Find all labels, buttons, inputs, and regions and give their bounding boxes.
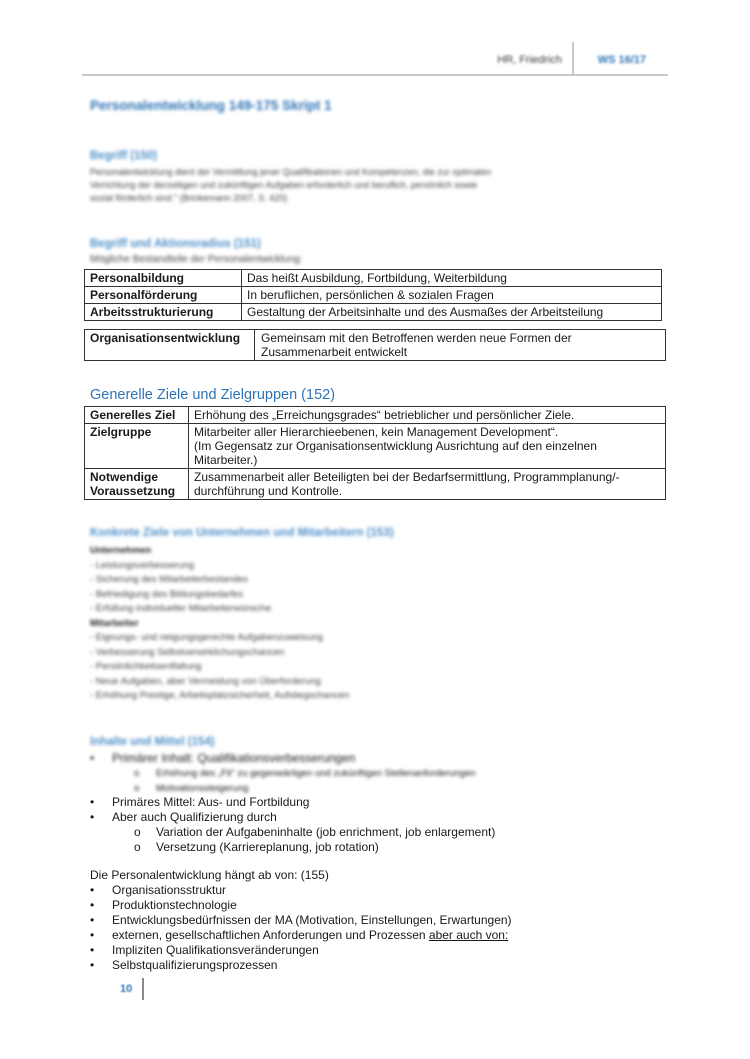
contents-list: [90, 751, 355, 766]
list-item: [90, 883, 512, 898]
page-number: 10: [120, 983, 133, 995]
dependency-intro: Die Personalentwicklung hängt ab von: (155): [90, 868, 329, 882]
para-line: Verrichtung der derzeitigen und zukünftigen Aufgaben erforderlich und beruflich, persönlich sowie: [90, 180, 478, 190]
list-item: - Erfüllung individueller Mitarbeiterwünsche: [90, 603, 272, 614]
table-value: [255, 330, 666, 361]
cell-line: (Im Gegensatz zur Organisationsentwicklung Ausrichtung auf den einzelnen: [194, 439, 597, 453]
list-item: [90, 840, 495, 855]
components-table: [84, 269, 662, 321]
cell-line: Mitarbeiter.): [194, 453, 258, 467]
cell-line: Notwendige: [90, 470, 158, 484]
table-row: [85, 287, 662, 304]
cell-line: Zusammenarbeit aller Beteiligten bei der Bedarfsermittlung, Programmplanung/-: [194, 470, 620, 484]
list-item-label: externen, gesellschaftlichen Anforderungen und Prozessen: [112, 928, 426, 942]
bullet-icon: •: [90, 958, 95, 972]
list-item: [90, 795, 309, 810]
circle-bullet-icon: o: [134, 783, 140, 794]
footer-divider: [142, 978, 144, 1000]
section-heading-aktionsradius: Begriff und Aktionsradius (151): [90, 238, 261, 250]
table-key: Personalförderung: [85, 287, 242, 304]
bullet-icon: •: [90, 883, 95, 897]
section-intro: Mögliche Bestandteile der Personalentwicklung:: [90, 254, 303, 265]
circle-bullet-icon: o: [134, 840, 141, 854]
table-value: Gestaltung der Arbeitsinhalte und des Ausmaßes der Arbeitsteilung: [242, 304, 662, 321]
bullet-icon: •: [90, 795, 95, 809]
list-item-label: Versetzung (Karriereplanung, job rotation): [156, 840, 379, 854]
section-heading-inhalte: Inhalte und Mittel (154): [90, 736, 215, 748]
cell-line: Zusammenarbeit entwickelt: [261, 345, 408, 359]
list-item-label: Organisationsstruktur: [112, 883, 227, 897]
table-row: [85, 304, 662, 321]
list-item: [90, 825, 495, 840]
document-title: Personalentwicklung 149-175 Skript 1: [90, 98, 332, 113]
list-item: [90, 958, 512, 973]
list-item: - Leistungsverbesserung: [90, 559, 195, 571]
section-heading-konkrete-ziele: Konkrete Ziele von Unternehmen und Mitarbeitern (153): [90, 527, 394, 539]
cell-line: durchführung und Kontrolle.: [194, 484, 343, 498]
concrete-goals-list: [90, 544, 349, 704]
section-heading-ziele: Generelle Ziele und Zielgruppen (152): [90, 387, 336, 403]
bullet-icon: •: [90, 898, 95, 912]
list-item-label: Produktionstechnologie: [112, 898, 237, 912]
table-row: [85, 407, 666, 424]
header-author: HR, Friedrich: [497, 54, 562, 66]
circle-bullet-icon: o: [134, 768, 140, 779]
list-item-label: Erhöhung des „Fit“ zu gegenwärtigen und zukünftigen Stellenanforderungen: [156, 768, 476, 779]
list-item: [90, 810, 309, 825]
org-development-table: [84, 329, 666, 361]
table-key: Generelles Ziel: [85, 407, 189, 424]
bullet-icon: •: [90, 943, 95, 957]
list-item: [90, 751, 355, 766]
underlined-text: aber auch von:: [428, 928, 509, 942]
page-header: [82, 42, 668, 76]
cell-line: Gemeinsam mit den Betroffenen werden neue Formen der: [261, 331, 572, 345]
list-item: [90, 781, 476, 796]
list-item: [90, 943, 512, 958]
means-list: [90, 795, 309, 825]
definition-paragraph: [90, 166, 670, 205]
list-item-label: Aber auch Qualifizierung durch: [112, 810, 277, 824]
list-item-label: Primärer Inhalt: Qualifikationsverbesserungen: [112, 751, 356, 765]
list-item: - Neue Aufgaben, aber Vermeidung von Überforderung: [90, 675, 321, 687]
list-item-label: Entwicklungsbedürfnissen der MA (Motivation, Einstellungen, Erwartungen): [112, 913, 512, 927]
bullet-icon: •: [90, 913, 95, 927]
list-item: [90, 928, 512, 943]
list-item: [90, 766, 476, 781]
qualification-sublist: [90, 825, 495, 855]
header-semester: WS 16/17: [597, 54, 646, 66]
table-value: Das heißt Ausbildung, Fortbildung, Weiterbildung: [242, 270, 662, 287]
list-item: - Eignungs- und neigungsgerechte Aufgabenzuweisung: [90, 632, 323, 643]
list-item: - Persönlichkeitsentfaltung: [90, 661, 202, 672]
list-item-label: Primäres Mittel: Aus- und Fortbildung: [112, 795, 310, 809]
group-label: Unternehmen: [90, 545, 152, 556]
table-value: In beruflichen, persönlichen & sozialen Fragen: [242, 287, 662, 304]
bullet-icon: •: [90, 928, 95, 942]
goals-table: [84, 406, 666, 500]
cell-line: Voraussetzung: [90, 484, 176, 498]
table-key: Organisationsentwicklung: [85, 330, 255, 361]
circle-bullet-icon: o: [134, 825, 141, 839]
list-item-label: Variation der Aufgabeninhalte (job enrichment, job enlargement): [156, 825, 496, 839]
dependency-list: [90, 883, 512, 973]
bullet-icon: •: [90, 810, 95, 824]
table-key: Zielgruppe: [85, 424, 189, 469]
para-line: sozial förderlich sind." (Brinkemann 2007, S. 420): [90, 193, 288, 203]
table-key: [85, 469, 189, 500]
list-item-label: Motivationssteigerung: [156, 783, 249, 794]
table-value: [189, 424, 666, 469]
bullet-icon: •: [90, 751, 95, 765]
cell-line: Mitarbeiter aller Hierarchieebenen, kein Management Development“.: [194, 425, 559, 439]
list-item: [90, 898, 512, 913]
list-item: - Befriedigung des Bildungsbedarfes: [90, 588, 244, 600]
list-item: - Sicherung des Mitarbeiterbestandes: [90, 574, 248, 585]
table-row: [85, 469, 666, 500]
list-item-label: Impliziten Qualifikationsveränderungen: [112, 943, 319, 957]
table-value: Erhöhung des „Erreichungsgrades“ betrieblicher und persönlicher Ziele.: [189, 407, 666, 424]
list-item: [90, 913, 512, 928]
para-line: Personalentwicklung dient der Vermittlung jener Qualifikationen und Kompetenzen, die zur optimalen: [90, 167, 492, 177]
table-row: [85, 270, 662, 287]
section-heading-begriff: Begriff (150): [90, 150, 158, 162]
header-divider: [572, 42, 574, 76]
table-key: Arbeitsstrukturierung: [85, 304, 242, 321]
table-row: [85, 424, 666, 469]
table-value: [189, 469, 666, 500]
list-item-label: Selbstqualifizierungsprozessen: [112, 958, 278, 972]
contents-sublist: [90, 766, 476, 796]
table-row: [85, 330, 666, 361]
group-label: Mitarbeiter: [90, 617, 139, 629]
table-key: Personalbildung: [85, 270, 242, 287]
list-item: - Verbesserung Selbstverwirklichungschancen: [90, 646, 285, 658]
list-item: - Erhöhung Prestige, Arbeitsplatzsicherheit, Aufstiegschancen: [90, 690, 350, 701]
